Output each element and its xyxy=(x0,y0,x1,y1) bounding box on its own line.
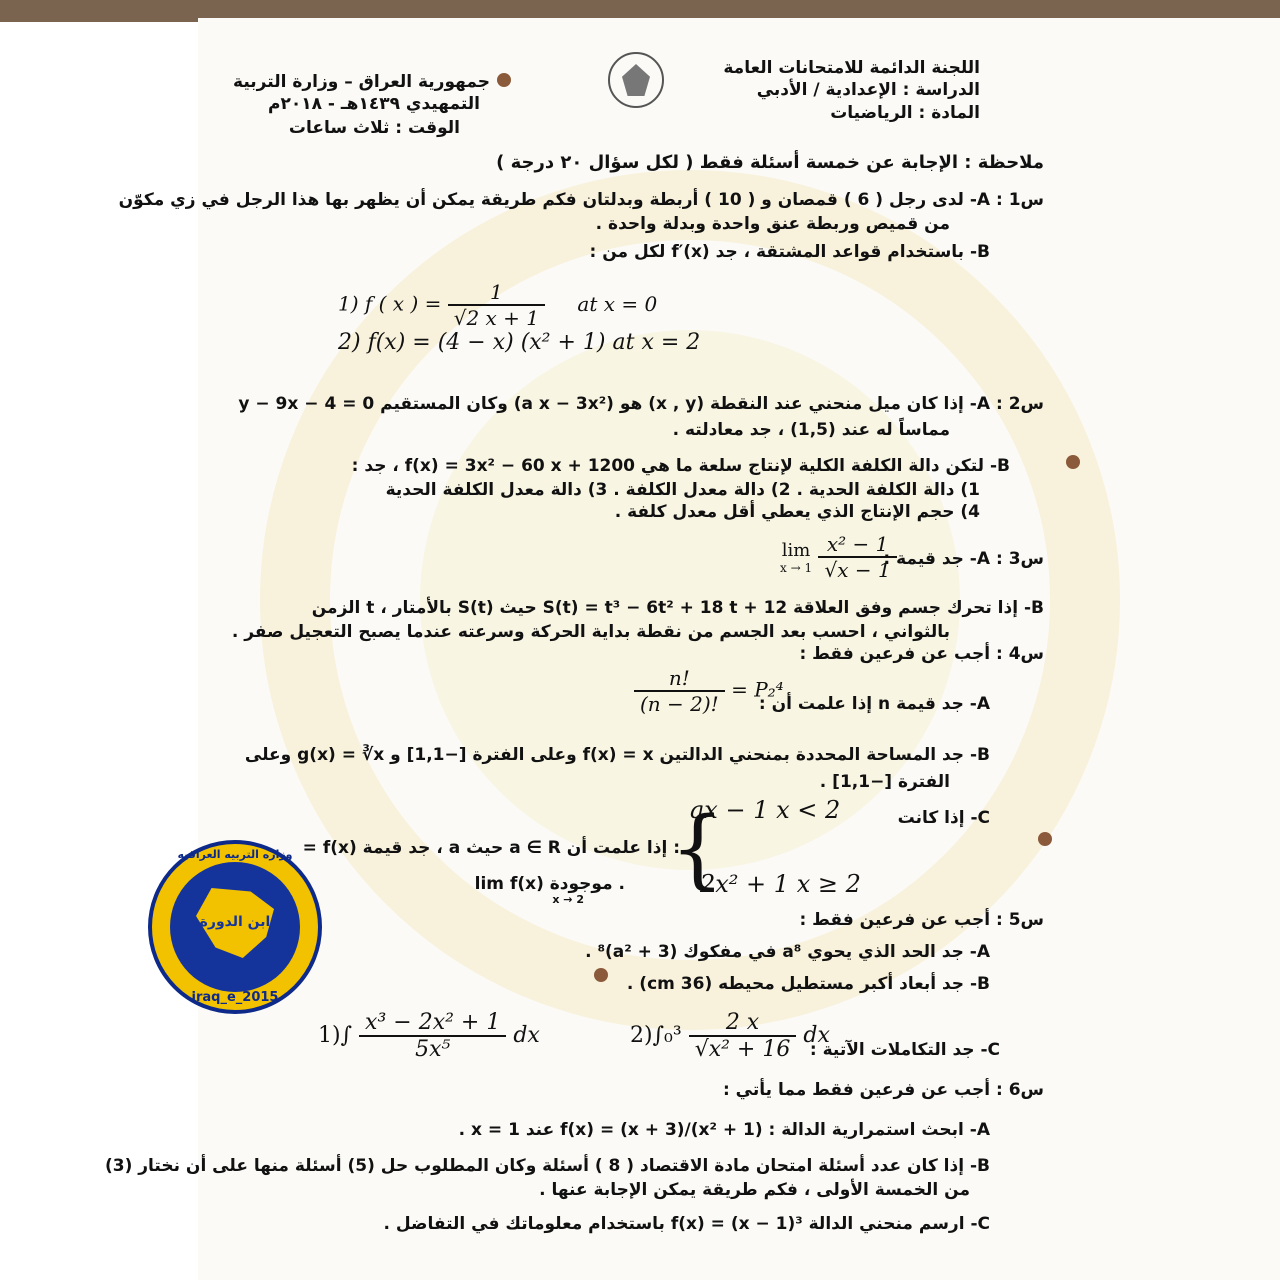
q4-c-end: . موجودة lim f(x) xyxy=(474,874,625,894)
q6-c-text: C- ارسم منحني الدالة f(x) = (x − 1)³ باستخدام معلوماتك في التفاضل . xyxy=(383,1214,990,1234)
q3-b-line-1: B- إذا تحرك جسم وفق العلاقة S(t) = t³ − 6t² + 18 t + 12 حيث S(t) بالأمتار ، t الزمن xyxy=(311,598,1044,618)
q5-c-integral-2: 2)∫₀³ $\frac{2 x}{\text{√x² + 16}}$ dx xyxy=(630,1010,830,1062)
q4-c-branch-bot: 2x² + 1 x ≥ 2 xyxy=(700,870,861,898)
ministry-emblem-icon xyxy=(608,52,664,108)
q5-a-text: A- جد الحد الذي يحوي a⁸ في مفكوك (3 + a²)⁸ . xyxy=(585,942,990,962)
punch-hole xyxy=(1038,832,1052,846)
header-right-line-2: الدراسة : الإعدادية / الأدبي xyxy=(756,80,980,100)
q4-c-limit-sub: x → 2 xyxy=(552,893,584,906)
q5-c-integral-1: 1)∫ $\frac{\text{x³ − 2x² + 1}}{\text{5x⁵}}$ dx xyxy=(318,1010,540,1062)
q4-c-brace: { xyxy=(670,799,725,899)
q4-b-line-1: B- جد المساحة المحددة بمنحني الدالتين f(x) = x وعلى الفترة [−1,1] و g(x) = ∛x وعلى xyxy=(244,745,990,765)
q3-a-label: س3 : A- جد قيمة : xyxy=(883,549,1044,569)
exam-note: ملاحظة : الإجابة عن خمسة أسئلة فقط ( لكل سؤال ٢٠ درجة ) xyxy=(496,152,1044,173)
header-left-line-1: جمهورية العراق – وزارة التربية xyxy=(233,72,490,92)
q2-b-line-2: 1) دالة الكلفة الحدية . 2) دالة معدل الكلفة . 3) دالة معدل الكلفة الحدية xyxy=(385,480,980,500)
badge-top-text: وزاره التربيه العراقيه xyxy=(177,848,293,861)
q2-a-line-2: مماساً له عند (1,5) ، جد معادلته . xyxy=(672,420,950,440)
q4-c-label: C- إذا كانت xyxy=(897,808,990,828)
q4-c-branch-top: ax − 1 x < 2 xyxy=(690,796,841,824)
q6-heading: س6 : أجب عن فرعين فقط مما يأتي : xyxy=(722,1080,1044,1100)
q4-c-condition: : إذا علمت أن a ∈ R حيث a ، جد قيمة f(x) = xyxy=(302,838,680,858)
q6-b-line-1: B- إذا كان عدد أسئلة امتحان مادة الاقتصاد ( 8 ) أسئلة وكان المطلوب حل (5) أسئلة منها على أن نختار (3) xyxy=(104,1156,990,1176)
q1-b-expression-2: 2) f(x) = (4 − x) (x² + 1) at x = 2 xyxy=(338,330,701,355)
q1-a-line-1: س1 : A- لدى رجل ( 6 ) قمصان و ( 10 ) أربطة وبدلتان فكم طريقة يمكن أن يظهر بها هذا الرجل في زي مكوّن xyxy=(118,190,1044,210)
badge-inner xyxy=(170,862,300,992)
punch-hole xyxy=(1066,455,1080,469)
badge-middle-text: ابن الدورة xyxy=(199,914,271,930)
q4-a-label: A- جد قيمة n إذا علمت أن : xyxy=(758,694,990,714)
watermark-badge xyxy=(148,840,322,1014)
q5-c-text: C- جد التكاملات الآتية : xyxy=(809,1040,1000,1060)
header-left-line-2: التمهيدي ١٤٣٩هـ - ٢٠١٨م xyxy=(267,94,480,114)
q2-a-line-1: س2 : A- إذا كان ميل منحني عند النقطة (x , y) هو (a x − 3x²) وكان المستقيم 0 = 4 − y − 9x xyxy=(238,394,1044,414)
header-left-line-3: الوقت : ثلاث ساعات xyxy=(288,118,460,138)
q1-a-line-2: من قميص وربطة عنق واحدة وبدلة واحدة . xyxy=(595,214,950,234)
badge-bottom-text: iraq_e_2015 xyxy=(191,990,279,1005)
q2-b-line-3: 4) حجم الإنتاج الذي يعطي أقل معدل كلفة . xyxy=(614,502,980,522)
q1-b-text: B- باستخدام قواعد المشتقة ، جد f′(x) لكل من : xyxy=(589,242,990,262)
q5-b-text: B- جد أبعاد أكبر مستطيل محيطه (36 cm) . xyxy=(626,974,990,994)
q1-b-expression-1: 1) f ( x ) = $\frac{1}{√2 x + 1}$ at x = 0 xyxy=(338,280,658,330)
q6-a-text: A- ابحث استمرارية الدالة : f(x) = (x + 3)/(x² + 1) عند x = 1 . xyxy=(458,1120,990,1140)
q3-a-limit: lim x → 1 $\frac{\text{x² − 1}}{√x - 1}$ xyxy=(780,532,897,582)
header-right-line-3: المادة : الرياضيات xyxy=(830,103,980,123)
q4-a-expression: $\frac{n!}{(n - 2)!}$ = P₂⁴ xyxy=(634,666,784,716)
header-right-line-1: اللجنة الدائمة للامتحانات العامة xyxy=(723,58,980,78)
q2-b-line-1: B- لتكن دالة الكلفة الكلية لإنتاج سلعة ما هي f(x) = 3x² − 60 x + 1200 ، جد : xyxy=(351,456,1010,476)
q6-b-line-2: من الخمسة الأولى ، فكم طريقة يمكن الإجابة عنها . xyxy=(539,1180,970,1200)
punch-hole xyxy=(497,73,511,87)
punch-hole xyxy=(594,968,608,982)
q4-b-line-2: الفترة [−1,1] . xyxy=(819,772,950,792)
q4-heading: س4 : أجب عن فرعين فقط : xyxy=(799,644,1044,664)
q5-heading: س5 : أجب عن فرعين فقط : xyxy=(799,910,1044,930)
q3-b-line-2: بالثواني ، احسب بعد الجسم من نقطة بداية الحركة وسرعته عندما يصبح التعجيل صفر . xyxy=(231,622,950,642)
